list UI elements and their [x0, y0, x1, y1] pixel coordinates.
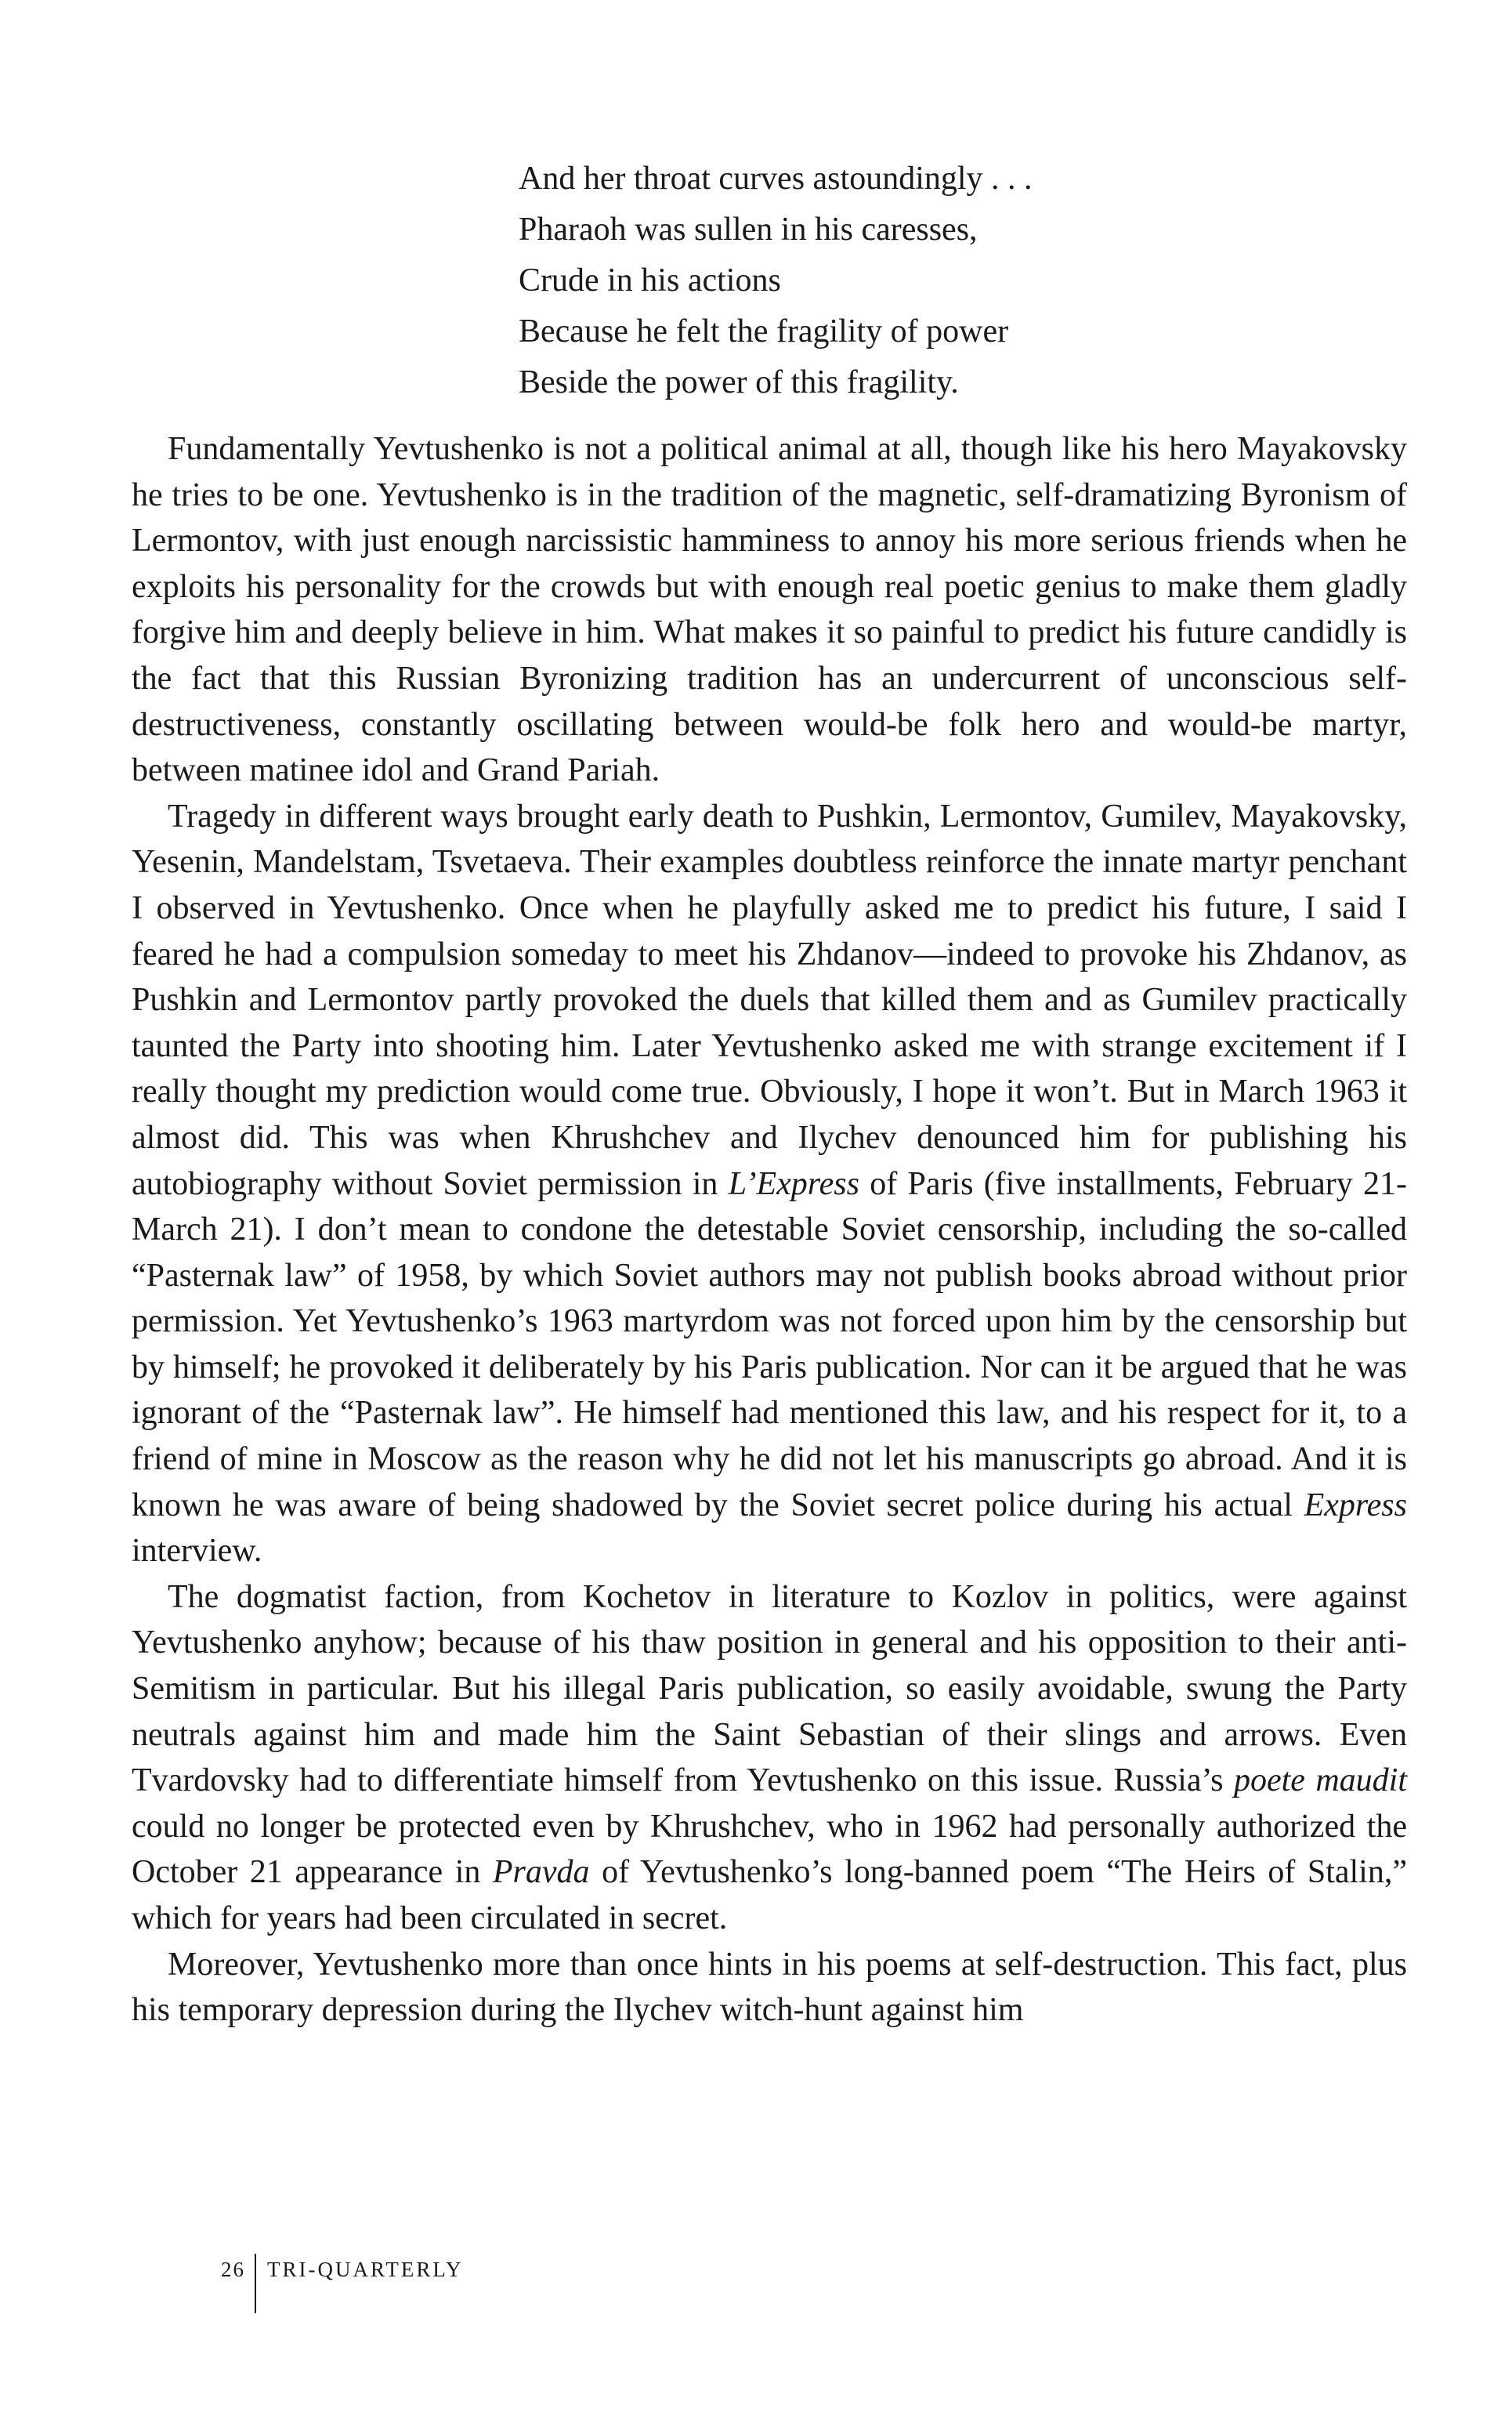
paragraph [132, 1574, 1407, 1942]
paragraph [132, 426, 1407, 794]
verse-line: And her throat curves astoundingly . . . [519, 161, 1033, 197]
page-number: 26 [221, 2258, 245, 2281]
italic-title: L’Express [728, 1165, 859, 1202]
text-run: Fundamentally Yevtushenko is not a political animal at all, though like his hero Mayakovsky he tries to be one. Yevtushenko is in the tradition of the magnetic, self-dramatizing Byronism of Lermontov, with just enough narcissistic hamminess to annoy his more serious friends when he exploits his personality for the crowds but with enough real poetic genius to make them gladly forgive him and deeply believe in him. What makes it so painful to predict his future candidly is the fact that this Russian Byronizing tradition has an undercurrent of unconscious self-destructiveness, constantly oscillating between would-be folk hero and would-be martyr, between matinee idol and Grand Pariah. [132, 431, 1407, 789]
text-run: Tragedy in different ways brought early death to Pushkin, Lermontov, Gumilev, Mayakovsky, Yesenin, Mandelstam, Tsvetaeva. Their examples doubtless reinforce the innate martyr penchant I observed in Yevtushenko. Once when he playfully asked me to predict his future, I said I feared he had a compulsion someday to meet his Zhdanov—indeed to provoke his Zhdanov, as Pushkin and Lermontov partly provoked the duels that killed them and as Gumilev practically taunted the Party into shooting him. Later Yevtushenko asked me with strange excitement if I really thought my prediction would come true. Obviously, I hope it won’t. But in March 1963 it almost did. This was when Khrushchev and Ilychev denounced him for publishing his autobiography without Soviet permission in [132, 798, 1407, 1202]
italic-phrase: poete maudit [1233, 1762, 1407, 1799]
paragraph [132, 1942, 1407, 2034]
text-run: The dogmatist faction, from Kochetov in literature to Kozlov in politics, were against Yevtushenko anyhow; because of his thaw position in general and his opposition to their anti-Semitism in particular. But his illegal Paris publication, so easily avoidable, swung the Party neutrals against him and made him the Saint Sebastian of their slings and arrows. Even Tvardovsky had to differentiate himself from Yevtushenko on this issue. Russia’s [132, 1578, 1407, 1799]
paragraph [132, 794, 1407, 1574]
italic-title: Pravda [492, 1854, 590, 1891]
text-run: could no longer be protected even by Khrushchev, who in 1962 had personally authorized the October 21 appearance in [132, 1808, 1407, 1891]
poem-excerpt [519, 154, 1302, 408]
verse-line: Beside the power of this fragility. [519, 364, 959, 400]
journal-name: TRI-QUARTERLY [267, 2258, 464, 2281]
body-text [132, 426, 1407, 2034]
text-run: Moreover, Yevtushenko more than once hints in his poems at self-destruction. This fact, plus his temporary depression during the Ilychev witch-hunt against him [132, 1946, 1407, 2029]
text-run: of Yevtushenko’s long-banned poem “The Heirs of Stalin,” which for years had been circulated in secret. [132, 1854, 1407, 1936]
page-footer [221, 2254, 464, 2313]
italic-title: Express [1304, 1487, 1407, 1523]
verse-line: Because he felt the fragility of power [519, 313, 1009, 350]
verse-line: Pharaoh was sullen in his caresses, [519, 212, 978, 248]
text-run: interview. [132, 1533, 262, 1570]
verse-line: Crude in his actions [519, 263, 781, 299]
text-run: of Paris (five installments, February 21-March 21). I don’t mean to condone the detestable Soviet censorship, including the so-called “Pasternak law” of 1958, by which Soviet authors may not publish books abroad without prior permission. Yet Yevtushenko’s 1963 martyrdom was not forced upon him by the censorship but by himself; he provoked it deliberately by his Paris publication. Nor can it be argued that he was ignorant of the “Pasternak law”. He himself had mentioned this law, and his respect for it, to a friend of mine in Moscow as the reason why he did not let his manuscripts go abroad. And it is known he was aware of being shadowed by the Soviet secret police during his actual [132, 1165, 1407, 1523]
